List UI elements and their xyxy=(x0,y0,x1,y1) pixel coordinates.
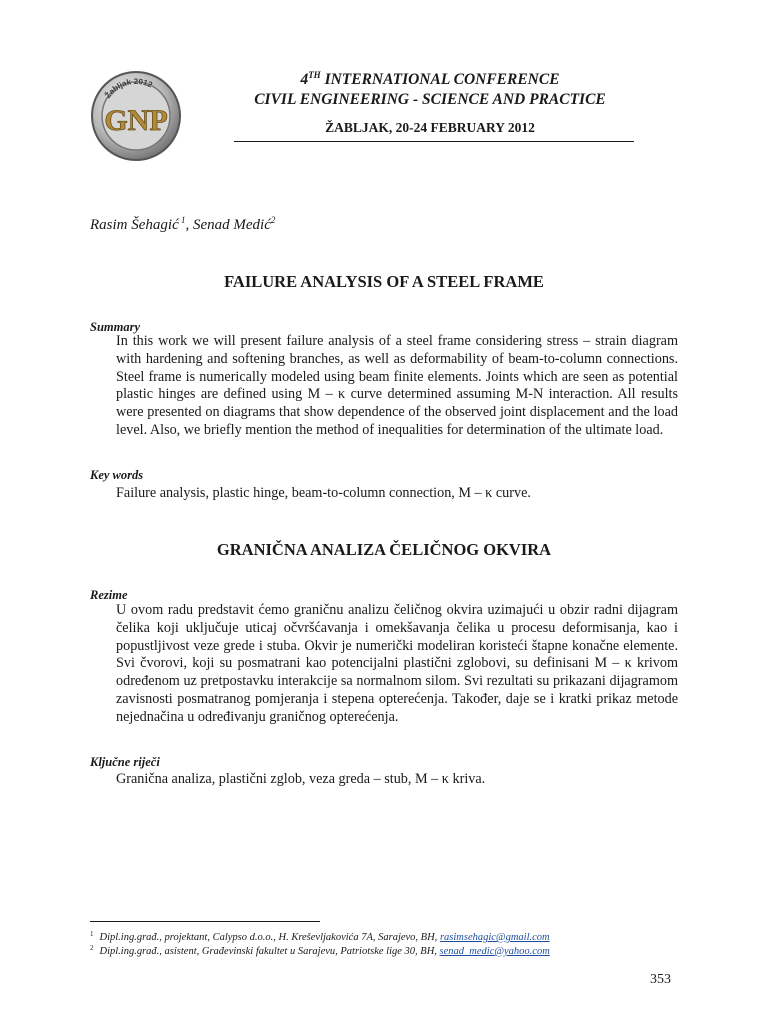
rezime-heading: Rezime xyxy=(90,588,128,602)
page-number: 353 xyxy=(650,972,671,987)
footnote-2-email[interactable]: senad_medic@yahoo.com xyxy=(439,946,550,957)
author-2: Senad Medić xyxy=(192,217,271,233)
summary-heading: Summary xyxy=(90,320,141,334)
footnote-divider xyxy=(90,921,320,922)
paper-title-en: FAILURE ANALYSIS OF A STEEL FRAME xyxy=(224,272,544,291)
keywords-text: Failure analysis, plastic hinge, beam-to-column connection, M – κ curve. xyxy=(116,485,531,501)
rezime-text: U ovom radu predstavit ćemo graničnu analizu čeličnog okvira uzimajući u obzir radni dijagram čelika koji uključuje uticaj očvršćavanja i omekšavanja čelika u procesu deformisanja, kao i popustljivost veze grede i stuba. Okvir je numerički modeliran koristeći štapne konačne elemente. Svi čvorovi, koji su posmatrani kao potencijalni plastični zglobovi, su definisani M – κ krivom određenom uz pretpostavku interakcije sa normalnom silom. Svi rezultati su prikazani dijagramom zavisnosti posmatranog pomjeranja i stepena opterećenja. Također, daje se i kratki prikaz metode nejednačina u određivanju graničnog opterećenja. xyxy=(116,602,678,725)
footnote-2: $^2$ Dipl.ing.građ., asistent, Građevinski fakultet u Sarajevu, Patriotske lige 30, BH, senad_medic@yahoo.com xyxy=(90,944,550,957)
logo-ring-text: Žabljak 2012 xyxy=(103,76,154,101)
conference-date: ŽABLJAK, 20-24 FEBRUARY 2012 xyxy=(325,120,535,135)
paper-title-bs: GRANIČNA ANALIZA ČELIČNOG OKVIRA xyxy=(216,540,552,559)
header-divider xyxy=(234,141,634,142)
authors: Rasim Šehagić $^1$, Senad Medić$^2$ xyxy=(90,215,276,233)
author-1: Rasim Šehagić xyxy=(90,217,179,233)
kljucne-rijeci-heading: Ključne riječi xyxy=(90,755,160,769)
footnote-1: $^1$ Dipl.ing.građ., projektant, Calypso d.o.o., H. Kreševljakovića 7A, Sarajevo, BH, rasimsehagic@gmail.com xyxy=(90,930,550,943)
kljucne-rijeci-text: Granična analiza, plastični zglob, veza greda – stub, M – κ kriva. xyxy=(116,771,486,787)
conference-title-line1: 4TH INTERNATIONAL CONFERENCE xyxy=(300,70,560,88)
footnote-1-email[interactable]: rasimsehagic@gmail.com xyxy=(439,932,550,943)
conference-logo xyxy=(88,68,184,164)
keywords-heading: Key words xyxy=(90,468,144,482)
logo-letters: GNP xyxy=(104,104,168,137)
summary-text: In this work we will present failure analysis of a steel frame considering stress – strain diagram with hardening and softening branches, as well as deformability of beam-to-column connections. Steel frame is numerically modeled using beam finite elements. Joints which are seen as potential plastic hinges are defined using M – κ curve determined assuming M-N interaction. All results were presented on diagrams that show dependence of the observed joint displacement and the load level. Also, we briefly mention the method of inequalities for determination of the ultimate load. xyxy=(116,333,678,438)
conference-title-line2: CIVIL ENGINEERING - SCIENCE AND PRACTICE xyxy=(254,91,606,108)
